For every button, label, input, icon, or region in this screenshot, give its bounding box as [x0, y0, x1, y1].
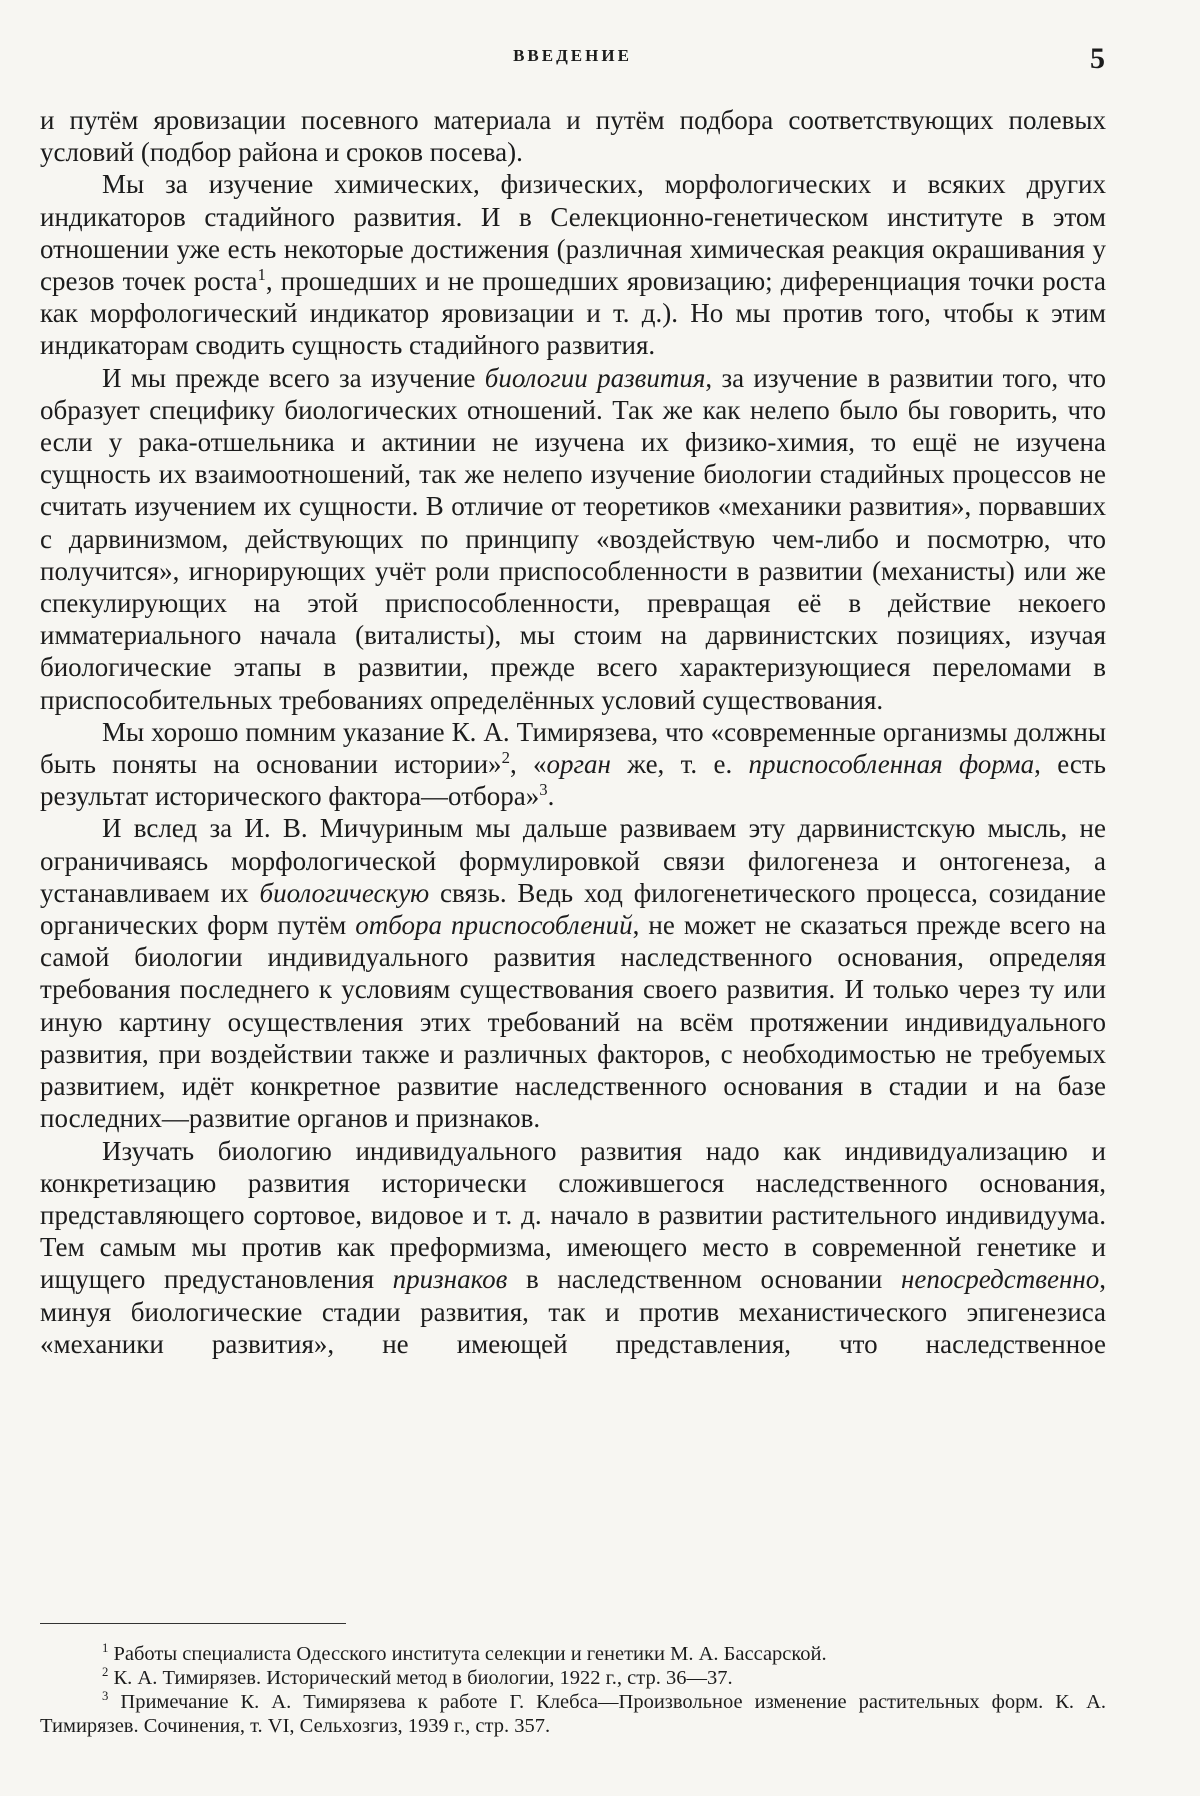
paragraph-4-text-c: же, т. е.	[610, 749, 749, 780]
running-title: ВВЕДЕНИЕ	[513, 46, 632, 65]
footnote-1-text: Работы специалиста Одесского института селекции и генетики М. А. Бассарской.	[108, 1643, 827, 1665]
paragraph-4-text-e: .	[547, 781, 555, 812]
footnote-1	[40, 1642, 1106, 1666]
paragraph-6-text-b: в наследственном основании	[507, 1264, 901, 1295]
footnotes	[40, 1642, 1106, 1738]
paragraph-6-text-c: , минуя биологические стадии развития, так и против механистического эпигенезиса «механики развития», не имеющей представления, что наследственное	[40, 1264, 1106, 1359]
paragraph-5-text-c: , не может не сказаться прежде всего на самой биологии индивидуального развития наследственного основания, определяя требования последнего к условиям существования своего развития. И только через ту или иную картину осуществления этих требований на всём протяжении индивидуального развития, при воздействии также и различных факторов, с необходимостью не требуемых развитием, идёт конкретное развитие наследственного основания в стадии и на базе последних—развитие органов и признаков.	[40, 910, 1106, 1134]
footnote-ref-3: 3	[539, 780, 548, 800]
paragraph-5-text-b: связь. Ведь ход филогенетического процесса, созидание органических форм путём	[40, 877, 1106, 941]
paragraph-4-text-a: Мы хорошо помним указание К. А. Тимирязева, что «современные организмы должны быть поняты на основании истории»	[40, 716, 1106, 780]
paragraph-6-text-a: Изучать биологию индивидуального развития надо как индивидуализацию и конкретизацию развития исторически сложившегося наследственного основания, представляющего сортовое, видовое и т. д. начало в развитии растительного индивидуума. Тем самым мы против как преформизма, имеющего место в современной генетике и ищущего предустановления	[40, 1135, 1106, 1295]
paragraph-3-text-a: И мы прежде всего за изучение	[102, 362, 485, 393]
footnote-2-text: К. А. Тимирязев. Исторический метод в биологии, 1922 г., стр. 36—37.	[108, 1667, 733, 1689]
paragraph-3-text-b: , за изучение в развитии того, что образует специфику биологических отношений. Так же как нелепо было бы говорить, что если у рака-отшельника и актинии не изучена их физико-химия, то ещё не изучена сущность их взаимоотношений, так же нелепо изучение биологии стадийных процессов не считать изучением их сущности. В отличие от теоретиков «механики развития», порвавших с дарвинизмом, действующих по принципу «воздействую чем-либо и посмотрю, что получится», игнорирующих учёт роли приспособленности в развитии (механисты) или же спекулирующих на этой приспособленности, превращая её в действие некоего имматериального начала (виталисты), мы стоим на дарвинистских позициях, изучая биологические этапы в развитии, прежде всего характеризующиеся переломами в приспособительных требованиях определённых условий существования.	[40, 362, 1106, 715]
footnote-divider	[40, 1623, 346, 1624]
paragraph-1-text: и путём яровизации посевного материала и путём подбора соответствующих полевых условий (подбор района и сроков посева).	[40, 105, 1106, 168]
paragraph-1	[40, 104, 1106, 168]
footnote-2	[40, 1666, 1106, 1690]
paragraph-6	[40, 1135, 1106, 1360]
footnote-2-mark: 2	[102, 1665, 109, 1680]
page-header	[40, 42, 1105, 78]
footnote-3-text: Примечание К. А. Тимирязева к работе Г. Клебса—Произвольное изменение растительных форм. К. А. Тимирязев. Сочинения, т. VI, Сельхозгиз, 1939 г., стр. 357.	[40, 1691, 1106, 1737]
paragraph-2	[40, 168, 1106, 361]
emphasis-directly: непосредственно	[900, 1264, 1100, 1295]
paragraph-4	[40, 716, 1106, 813]
paragraph-2-tail: , прошедших и не прошедших яровизацию; диференциация точки роста как морфологический индикатор яровизации и т. д.). Но мы против того, чтобы к этим индикаторам сводить сущность стадийного развития.	[40, 266, 1106, 361]
footnote-3	[40, 1690, 1106, 1738]
footnote-3-mark: 3	[102, 1689, 109, 1704]
footnote-1-mark: 1	[102, 1641, 109, 1656]
emphasis-adapted-form: приспособленная форма	[748, 749, 1035, 780]
paragraph-3	[40, 362, 1106, 716]
paragraph-4-text-b: , «	[509, 749, 547, 780]
footnote-ref-2: 2	[501, 748, 510, 768]
footnote-ref-1: 1	[257, 265, 266, 285]
paragraph-5	[40, 812, 1106, 1134]
paragraph-5-text-a: И вслед за И. В. Мичуриным мы дальше развиваем эту дарвинистскую мысль, не ограничиваясь морфологической формулировкой связи филогенеза и онтогенеза, а устанавливаем их	[40, 813, 1106, 908]
paragraph-2-text: Мы за изучение химических, физических, морфологических и всяких других индикаторов стадийного развития. И в Селекционно-генетическом институте в этом отношении уже есть некоторые достижения (различная химическая реакция окрашивания у срезов точек роста	[40, 169, 1106, 297]
emphasis-traits: признаков	[392, 1264, 508, 1295]
emphasis-biological: биологическую	[259, 877, 430, 908]
paragraph-4-text-d: , есть результат исторического фактора—отбора»	[40, 749, 1106, 812]
page-number: 5	[1090, 42, 1105, 75]
emphasis-biology-of-development: биологии развития	[484, 362, 706, 393]
main-text	[40, 104, 1106, 1360]
emphasis-selection-of-adaptations: отбора приспособлений	[355, 910, 633, 941]
emphasis-organ: орган	[546, 749, 611, 780]
